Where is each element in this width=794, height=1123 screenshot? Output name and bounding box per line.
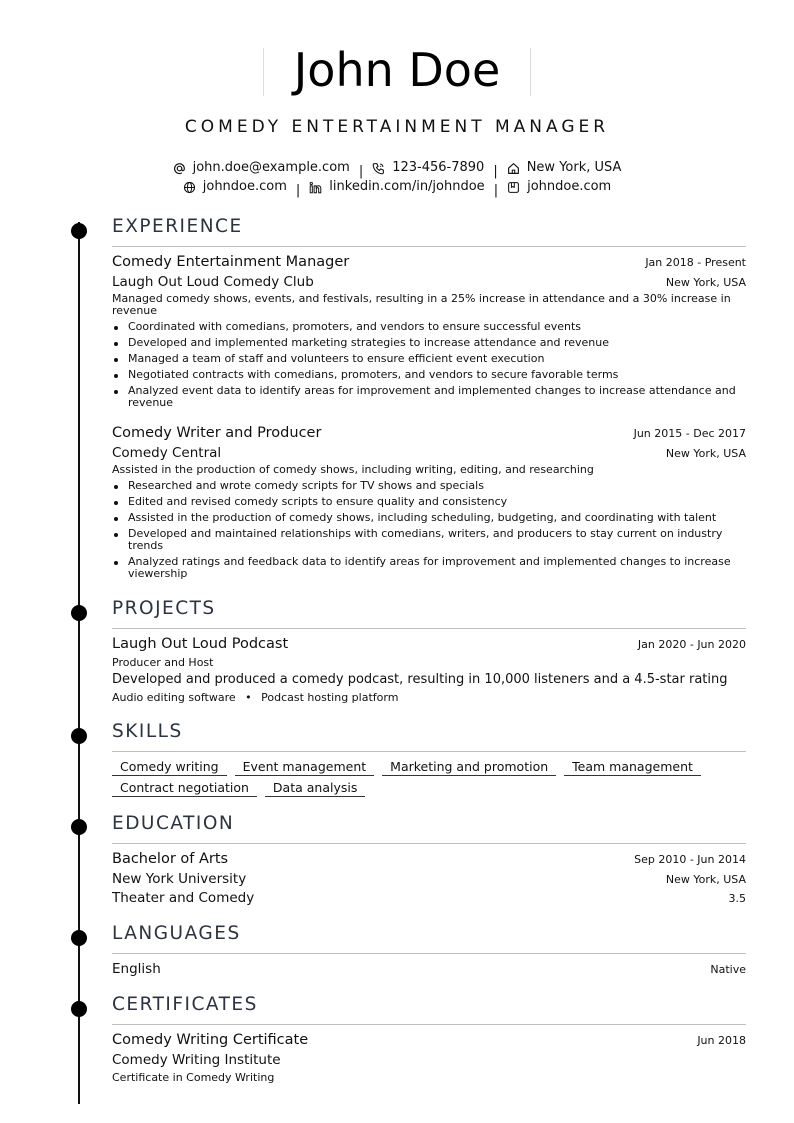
job-dates: Jun 2015 - Dec 2017: [633, 427, 746, 440]
project-dates: Jan 2020 - Jun 2020: [637, 638, 746, 651]
job-dates: Jan 2018 - Present: [645, 256, 746, 269]
skill-tag: Team management: [564, 759, 701, 776]
timeline-dot-skills: [71, 728, 87, 744]
contact-separator: |: [358, 163, 364, 179]
education-gpa: 3.5: [728, 892, 746, 905]
skills-list: [112, 759, 752, 797]
list-item: Negotiated contracts with comedians, promoters, and vendors to secure favorable terms: [112, 369, 746, 381]
education-field: Theater and Comedy: [112, 890, 255, 906]
language-name: English: [112, 961, 161, 977]
project-name: Laugh Out Loud Podcast: [112, 636, 289, 652]
contact-phone-text: 123-456-7890: [392, 160, 485, 175]
project-tools: [112, 691, 398, 704]
section-title-experience: EXPERIENCE: [112, 216, 243, 237]
certificate-name: Comedy Writing Certificate: [112, 1032, 309, 1048]
education-location: New York, USA: [665, 873, 746, 886]
contact-portfolio[interactable]: [507, 178, 611, 196]
section-title-languages: LANGUAGES: [112, 923, 241, 944]
list-item: Analyzed event data to identify areas for improvement and implemented changes to increase attendance and revenue: [112, 385, 746, 409]
contact-linkedin[interactable]: [309, 178, 484, 196]
job-location: New York, USA: [665, 447, 746, 460]
contact-linkedin-text: linkedin.com/in/johndoe: [329, 179, 485, 194]
certificate-description: Certificate in Comedy Writing: [112, 1071, 275, 1084]
timeline-line: [78, 222, 80, 1104]
job-title: COMEDY ENTERTAINMENT MANAGER: [184, 117, 610, 137]
skill-tag: Data analysis: [265, 780, 365, 797]
section-divider: [112, 628, 746, 629]
contact-separator: |: [493, 182, 499, 198]
education-degree: Bachelor of Arts: [112, 851, 229, 867]
job-location: New York, USA: [665, 276, 746, 289]
contact-email-text: john.doe@example.com: [192, 160, 350, 175]
contact-website-text: johndoe.com: [202, 179, 287, 194]
job-bullets: [112, 321, 746, 413]
job-role: Comedy Entertainment Manager: [112, 254, 350, 270]
timeline-dot-experience: [71, 223, 87, 239]
job-company: Laugh Out Loud Comedy Club: [112, 274, 314, 290]
contact-website[interactable]: [183, 178, 287, 196]
section-title-certificates: CERTIFICATES: [112, 994, 258, 1015]
name-divider-right: [530, 48, 531, 96]
job-bullets: [112, 480, 746, 584]
list-item: Edited and revised comedy scripts to ensure quality and consistency: [112, 496, 746, 508]
skill-tag: Event management: [235, 759, 375, 776]
tool-separator: •: [245, 691, 252, 704]
certificate-issuer: Comedy Writing Institute: [112, 1052, 281, 1068]
project-tool: Audio editing software: [112, 691, 236, 704]
section-title-education: EDUCATION: [112, 813, 235, 834]
job-role: Comedy Writer and Producer: [112, 425, 322, 441]
contact-location-text: New York, USA: [526, 160, 622, 175]
linkedin-icon: [309, 181, 322, 194]
section-title-projects: PROJECTS: [112, 598, 216, 619]
project-role: Producer and Host: [112, 656, 214, 669]
project-description: Developed and produced a comedy podcast, resulting in 10,000 listeners and a 4.5-star rating: [112, 672, 728, 687]
contact-row-2: [0, 178, 794, 200]
contact-email[interactable]: [173, 159, 350, 177]
bookmark-icon: [507, 181, 520, 194]
section-divider: [112, 751, 746, 752]
timeline-dot-education: [71, 819, 87, 835]
list-item: Managed a team of staff and volunteers to ensure efficient event execution: [112, 353, 746, 365]
skill-tag: Contract negotiation: [112, 780, 257, 797]
globe-icon: [183, 181, 196, 194]
contact-location: [507, 159, 622, 177]
certificate-date: Jun 2018: [697, 1034, 746, 1047]
timeline-dot-languages: [71, 930, 87, 946]
list-item: Analyzed ratings and feedback data to identify areas for improvement and implemented changes to increase viewership: [112, 556, 746, 580]
home-icon: [507, 162, 520, 175]
phone-icon: [372, 162, 385, 175]
timeline-dot-projects: [71, 605, 87, 621]
list-item: Assisted in the production of comedy shows, including scheduling, budgeting, and coordinating with talent: [112, 512, 746, 524]
section-divider: [112, 1024, 746, 1025]
skill-tag: Comedy writing: [112, 759, 227, 776]
candidate-name: John Doe: [293, 43, 501, 97]
job-company: Comedy Central: [112, 445, 222, 461]
section-divider: [112, 246, 746, 247]
language-level: Native: [710, 963, 746, 976]
list-item: Researched and wrote comedy scripts for TV shows and specials: [112, 480, 746, 492]
section-title-skills: SKILLS: [112, 721, 183, 742]
education-school: New York University: [112, 871, 247, 887]
timeline-dot-certificates: [71, 1001, 87, 1017]
job-summary: Managed comedy shows, events, and festivals, resulting in a 25% increase in attendance and a 30% increase in revenue: [112, 292, 731, 317]
contact-phone[interactable]: [372, 159, 484, 177]
contact-portfolio-text: johndoe.com: [527, 179, 612, 194]
contact-separator: |: [493, 163, 498, 179]
contact-separator: |: [295, 182, 301, 198]
section-divider: [112, 953, 746, 954]
section-divider: [112, 843, 746, 844]
job-summary: Assisted in the production of comedy shows, including writing, editing, and researching: [112, 463, 594, 476]
project-tool: Podcast hosting platform: [261, 691, 399, 704]
at-icon: [173, 162, 186, 175]
list-item: Developed and implemented marketing strategies to increase attendance and revenue: [112, 337, 746, 349]
skill-tag: Marketing and promotion: [382, 759, 556, 776]
list-item: Coordinated with comedians, promoters, and vendors to ensure successful events: [112, 321, 746, 333]
education-dates: Sep 2010 - Jun 2014: [634, 853, 746, 866]
list-item: Developed and maintained relationships with comedians, writers, and producers to stay current on industry trends: [112, 528, 746, 552]
name-header: [0, 40, 794, 100]
